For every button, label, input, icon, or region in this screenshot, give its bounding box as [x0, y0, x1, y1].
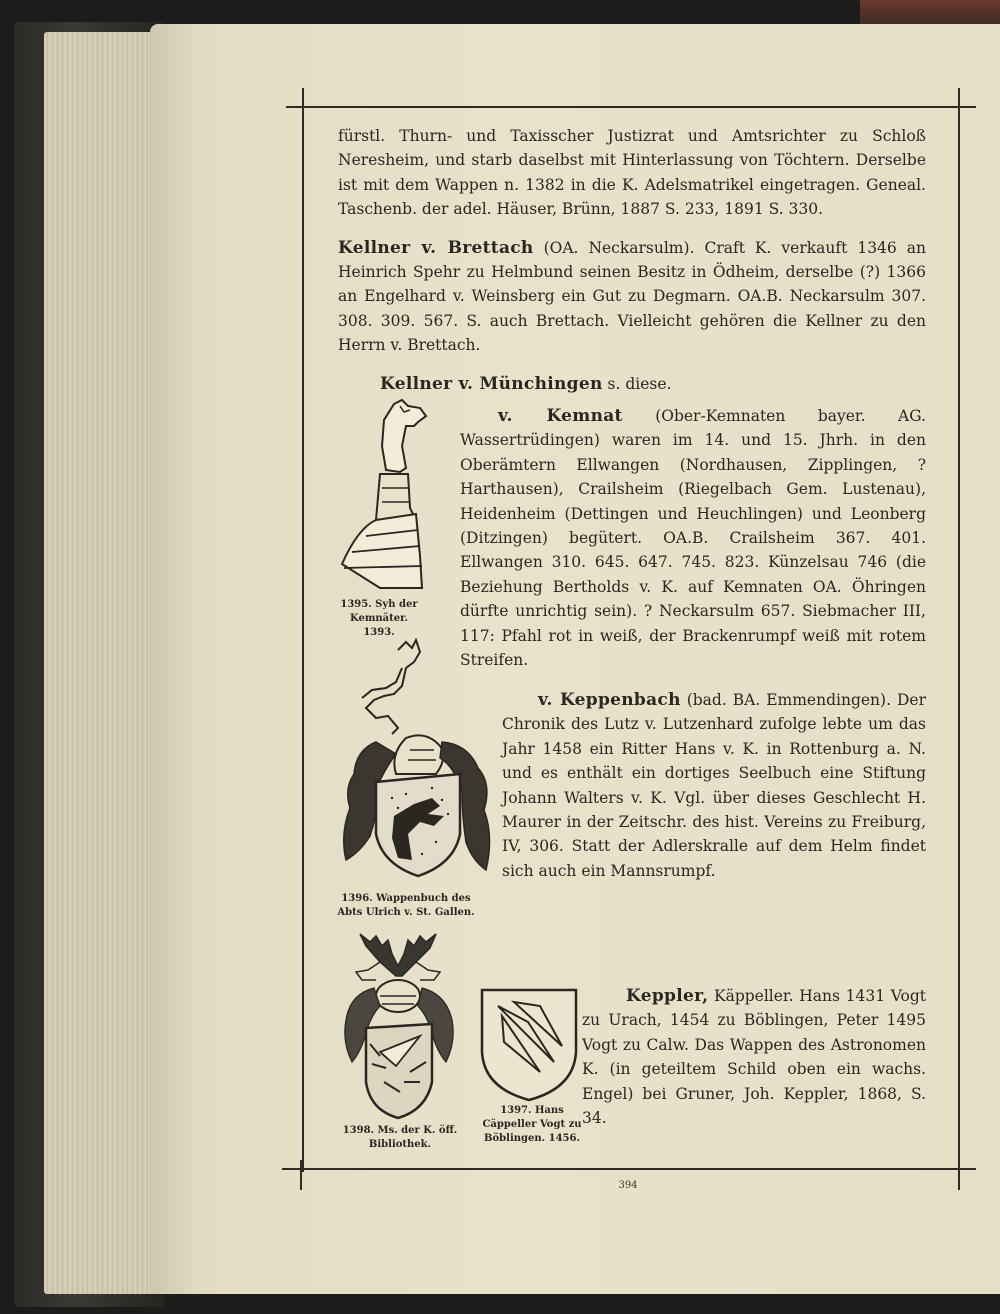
entry-body: s. diese.: [602, 374, 672, 393]
entry-kemnat: [460, 404, 926, 672]
top-left-tick: [302, 88, 304, 122]
entry-keppler: [582, 984, 926, 1130]
text-block-top: [338, 124, 926, 396]
entry-title: Kellner v. Brettach: [338, 237, 534, 258]
top-right-tick: [958, 88, 960, 122]
crest-figure-1396: [336, 638, 498, 894]
bottom-left-tick: [300, 1160, 302, 1190]
top-rule: [286, 106, 976, 108]
page-number: 394: [618, 1180, 638, 1191]
intro-paragraph: fürstl. Thurn- und Taxisscher Justizrat und Amtsrichter zu Schloß Neresheim, und starb daselbst mit Hinterlassung von Töchtern. Derselbe ist mit dem Wappen n. 1382 in die K. Adelsmatrikel eingetragen. Geneal. Taschenb. der adel. Häuser, Brünn, 1887 S. 233, 1891 S. 330.: [338, 127, 926, 219]
crest-figure-1398: [340, 932, 458, 1124]
crest-figure-1395: [336, 396, 436, 596]
entry-body: (bad. BA. Emmendingen). Der Chronik des Lutz v. Lutzenhard zufolge lebte um das Jahr 1458 ein Ritter Hans v. K. in Rottenburg a. N. und es enthält ein dortiges Seelbuch eine Stiftung Johann Walters v. K. Vgl. über dieses Geschlecht H. Maurer in der Zeitschr. des hist. Vereins zu Freiburg, IV, 306. Statt der Adlerskralle auf dem Helm findet sich auch ein Mannsrumpf.: [502, 691, 926, 880]
crest-figure-1397: [478, 986, 580, 1104]
bottom-rule: [282, 1168, 976, 1170]
text-block-keppler: [582, 984, 926, 1130]
entry-body: Käppeller. Hans 1431 Vogt zu Urach, 1454 zu Böblingen, Peter 1495 Vogt zu Calw. Das Wappen des Astronomen K. (in geteiltem Schild oben ein wachs. Engel) bei Gruner, Joh. Keppler, 1868, S. 34.: [582, 987, 926, 1128]
caption-1396: 1396. Wappenbuch des Abts Ulrich v. St. Gallen.: [337, 893, 475, 918]
entry-title: v. Keppenbach: [538, 690, 681, 710]
entry-title: Keppler,: [626, 986, 709, 1006]
frame-right: [958, 120, 960, 1172]
caption-1397: 1397. Hans Cäppeller Vogt zu Böblingen. 1456.: [482, 1105, 582, 1144]
book-edge-strip: [860, 0, 1000, 26]
text-block-keppenbach: [502, 688, 926, 883]
caption-1395: 1395. Syh der Kemnäter. 1393.: [340, 599, 418, 638]
entry-kellner-brettach: [338, 236, 926, 358]
entry-keppenbach: [502, 688, 926, 883]
entry-body: (Ober-Kemnaten bayer. AG. Wassertrüdingen) waren im 14. und 15. Jhrh. in den Oberämtern Ellwangen (Nordhausen, Zipplingen, ? Harthausen), Crailsheim (Riegelbach Gem. Lustenau), Heidenheim (Dettingen und Heuchlingen) und Leonberg (Ditzingen) begütert. OA.B. Crailsheim 367. 401. Ellwangen 310. 645. 647. 745. 823. Künzelsau 746 (die Beziehung Bertholds v. K. auf Kemnaten OA. Öhringen dürfte unrichtig sein). ? Neckarsulm 657. Siebmacher III, 117: Pfahl rot in weiß, der Brackenrumpf weiß mit rotem Streifen.: [460, 407, 926, 670]
frame-left: [302, 120, 304, 1172]
entry-body: (OA. Neckarsulm). Craft K. verkauft 1346 an Heinrich Spehr zu Helmbund seinen Besitz in Ödheim, derselbe (?) 1366 an Engelhard v. Weinsberg ein Gut zu Degmarn. OA.B. Neckarsulm 307. 308. 309. 567. S. auch Brettach. Vielleicht gehören die Kellner zu den Herrn v. Brettach.: [338, 238, 926, 355]
entry-kellner-muenchingen: [338, 372, 926, 396]
entry-title: v. Kemnat: [498, 406, 623, 426]
entry-title: Kellner v. Münchingen: [380, 373, 603, 394]
text-block-kemnat: [460, 404, 926, 672]
bottom-right-tick: [958, 1160, 960, 1190]
caption-1398: 1398. Ms. der K. öff. Bibliothek.: [342, 1125, 458, 1150]
